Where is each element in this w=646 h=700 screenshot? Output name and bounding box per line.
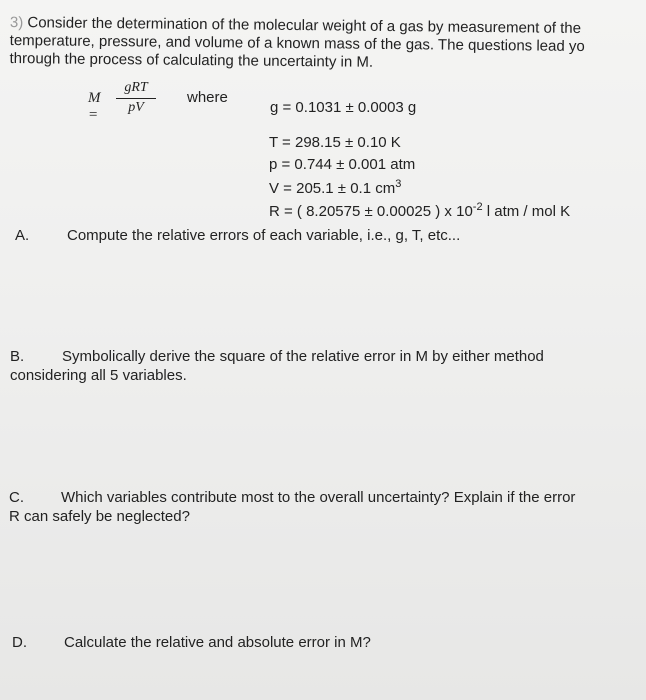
formula-denominator: pV <box>128 100 144 115</box>
fraction-bar <box>116 98 156 99</box>
question-b-line-1: Symbolically derive the square of the relative error in M by either method <box>62 348 544 365</box>
variable-V-exponent: 3 <box>395 178 402 190</box>
variable-R-exponent: -2 <box>472 201 483 213</box>
question-d-letter: D. <box>12 634 27 651</box>
question-a <box>15 226 460 245</box>
variable-R <box>269 201 570 220</box>
variable-V <box>269 178 401 197</box>
question-c-line-1: Which variables contribute most to the overall uncertainty? Explain if the error <box>61 489 576 506</box>
formula-fraction <box>116 80 156 116</box>
formula-lhs: M = <box>88 90 101 123</box>
where-label: where <box>187 89 228 106</box>
formula-numerator: gRT <box>124 80 148 95</box>
question-b-letter: B. <box>10 348 25 365</box>
question-a-letter: A. <box>15 227 30 244</box>
question-b-line-2: considering all 5 variables. <box>10 367 187 384</box>
question-c-line-2: R can safely be neglected? <box>9 508 190 525</box>
question-b <box>10 347 544 385</box>
problem-number: 3) <box>9 14 24 32</box>
variable-g: g = 0.1031 ± 0.0003 g <box>270 99 417 116</box>
variable-V-value: V = 205.1 ± 0.1 cm <box>269 180 396 197</box>
question-a-text: Compute the relative errors of each variable, i.e., g, T, etc... <box>67 227 461 244</box>
problem-intro <box>9 14 646 75</box>
intro-line-2: temperature, pressure, and volume of a known mass of the gas. The questions lead yo <box>9 31 585 56</box>
variable-T: T = 298.15 ± 0.10 K <box>269 134 401 151</box>
variable-R-unit: l atm / mol K <box>482 203 571 220</box>
question-d <box>12 633 371 652</box>
question-c-letter: C. <box>9 489 24 506</box>
question-c <box>9 488 575 526</box>
question-d-text: Calculate the relative and absolute error in M? <box>64 634 371 651</box>
intro-line-1: Consider the determination of the molecular weight of a gas by measurement of the <box>27 14 582 37</box>
intro-line-3: through the process of calculating the uncertainty in M. <box>9 49 374 71</box>
variable-R-value: R = ( 8.20575 ± 0.00025 ) x 10 <box>269 203 473 220</box>
variable-p: p = 0.744 ± 0.001 atm <box>269 156 416 173</box>
